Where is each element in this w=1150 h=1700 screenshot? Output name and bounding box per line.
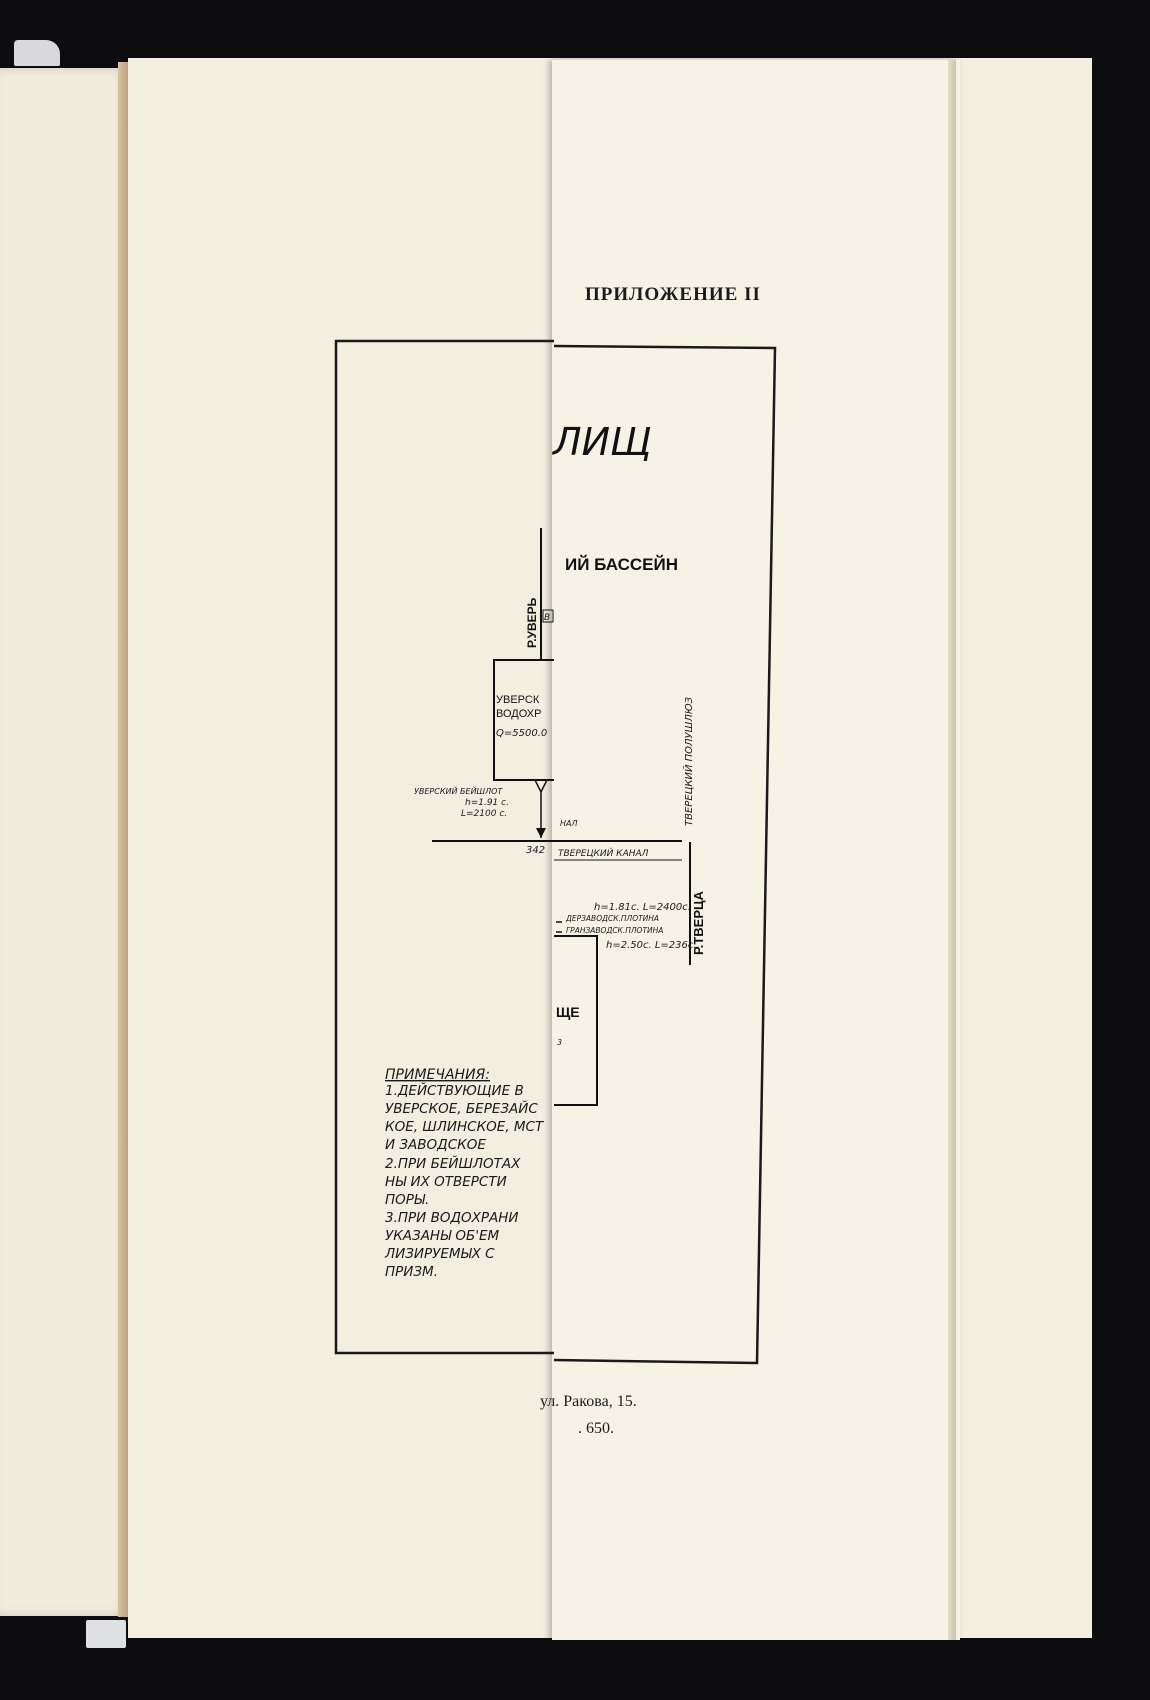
lower-reservoir-box [554,936,597,1105]
uver-lock-height: h=1.91 c. [465,798,509,808]
dam-params-upper: h=1.81c. L=2400c. [594,902,691,913]
note-line: ПРИЗМ. [385,1264,438,1280]
scheme-frame-left [336,341,554,1353]
canal-top-label: НАЛ [560,819,578,828]
note-line: КОЕ, ШЛИНСКОЕ, МСТ [385,1119,544,1135]
uver-gauge-label: B [544,613,551,623]
footer-address: ул. Ракова, 15. [540,1393,637,1410]
note-line: 1.ДЕЙСТВУЮЩИЕ В [385,1083,524,1099]
note-line: 3.ПРИ ВОДОХРАНИ [385,1210,519,1226]
uver-lock-label: УВЕРСКИЙ БЕЙШЛОТ [414,787,503,796]
uver-reservoir-volume: Q=5500.0 [496,728,548,739]
tvertsky-half-lock-label: ТВЕРЕЦКИЙ ПОЛУШЛЮЗ [684,696,695,826]
junction-number: 342 [526,845,546,856]
uver-lock-symbol [535,780,547,792]
tvertsa-river-label: Р.ТВЕРЦА [691,891,706,955]
note-line: ПОРЫ. [385,1192,430,1208]
dam-params-lower: h=2.50c. L=236c. [606,940,697,951]
uver-reservoir-name-2: ВОДОХР [496,708,542,720]
note-line: И ЗАВОДСКОЕ [385,1137,486,1153]
uver-reservoir-name-1: УВЕРСК [496,694,540,706]
scheme-title: ЛИЩ [553,420,652,464]
footer-number: . 650. [578,1420,614,1437]
uver-river-label: Р.УВЕРЬ [525,597,539,648]
uver-lock-length: L=2100 c. [461,809,508,819]
appendix-label: ПРИЛОЖЕНИЕ II [585,284,761,305]
notes-heading: ПРИМЕЧАНИЯ: [385,1067,490,1083]
note-line: УВЕРСКОЕ, БЕРЕЗАЙС [385,1101,538,1117]
note-line: ЛИЗИРУЕМЫХ С [385,1246,495,1262]
notes-block [384,1067,545,1280]
note-line: 2.ПРИ БЕЙШЛОТАХ [385,1156,521,1172]
lower-reservoir-label: ЩЕ [556,1004,580,1020]
dam-name-2: ГРАНЗАВОДСК.ПЛОТИНА [566,926,664,935]
uver-reservoir-box [494,660,554,780]
tvertsky-canal-label: ТВЕРЕЦКИЙ КАНАЛ [558,849,649,859]
flow-arrow-icon [536,828,546,838]
lower-reservoir-sup: 3 [557,1038,563,1047]
dam-name-1: ДЕРЗАВОДСК.ПЛОТИНА [566,914,660,923]
basin-label: ИЙ БАССЕЙН [565,555,678,574]
note-line: НЫ ИХ ОТВЕРСТИ [385,1174,507,1190]
note-line: УКАЗАНЫ ОБ'ЕМ [385,1228,500,1244]
